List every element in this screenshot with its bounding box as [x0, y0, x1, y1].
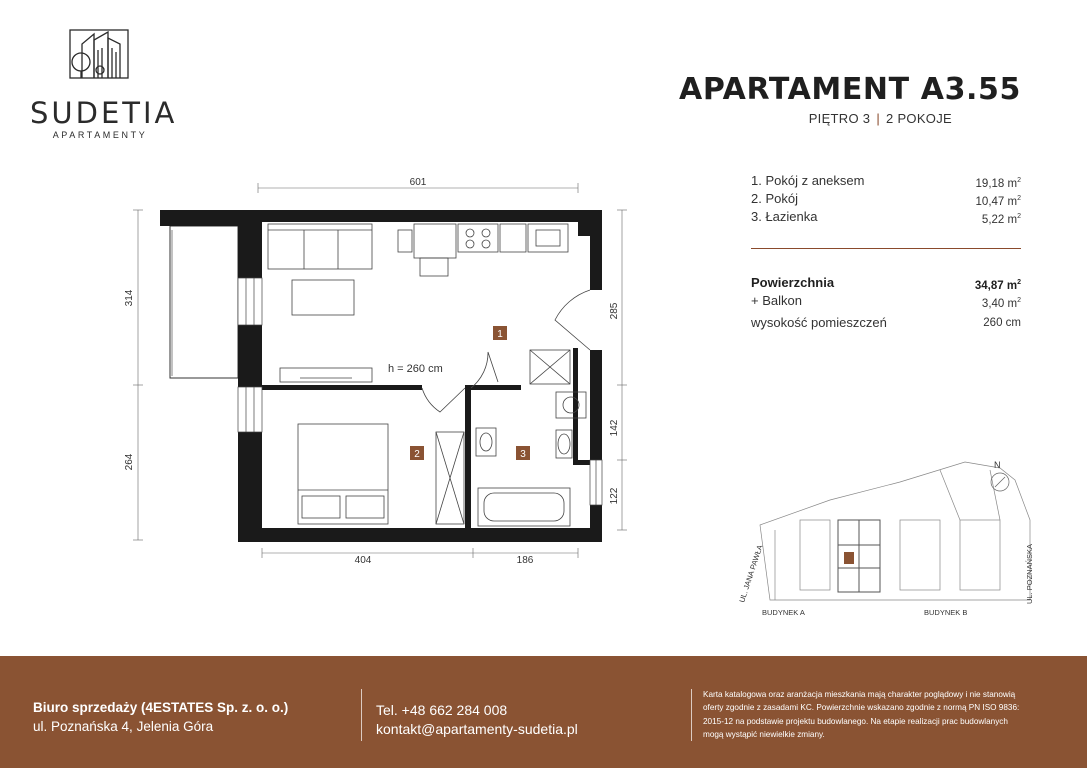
building-tree-logo-icon: [68, 28, 132, 80]
room-tag-3: 3: [520, 449, 526, 460]
height-note: h = 260 cm: [388, 363, 443, 375]
room-area: 10,47 $m^2$: [975, 195, 1021, 208]
room-row: [751, 208, 1021, 226]
room-row: [751, 172, 1021, 190]
room-area: 19,18 $m^2$: [975, 177, 1021, 190]
north-label: N: [994, 460, 1001, 470]
rooms-count-label: 2 POKOJE: [886, 111, 952, 126]
footer: [0, 656, 1087, 768]
office-address: ul. Poznańska 4, Jelenia Góra: [33, 719, 214, 734]
floor-plan: [120, 170, 640, 570]
dim-top: 601: [409, 177, 427, 188]
building-a-label: BUDYNEK A: [762, 608, 805, 617]
dim-right-lower: 122: [609, 487, 620, 505]
apartment-subtitle: [809, 111, 952, 126]
dim-bottom-left: 404: [354, 555, 372, 566]
room-tag-1: 1: [497, 329, 503, 340]
room-label: 3. Łazienka: [751, 209, 818, 224]
brand-name: SUDETIA: [30, 96, 178, 130]
room-tag-2: 2: [414, 449, 420, 460]
room-label: 1. Pokój z aneksem: [751, 173, 865, 188]
building-b-label: BUDYNEK B: [924, 608, 968, 617]
brand-subtitle: APARTAMENTY: [52, 130, 148, 140]
site-map: [725, 445, 1055, 625]
phone-link[interactable]: Tel. +48 662 284 008: [376, 702, 508, 718]
street-left-label: UL. JANA PAWŁA: [737, 543, 765, 604]
room-label: 2. Pokój: [751, 191, 798, 206]
floor-label: PIĘTRO 3: [808, 111, 871, 126]
separator: |: [876, 111, 881, 126]
table-divider: [751, 248, 1021, 249]
room-area: 5,22 $m^2$: [981, 213, 1021, 226]
dim-right-mid: 142: [609, 419, 620, 437]
summary-table: [751, 274, 1021, 332]
dim-right-upper: 285: [609, 302, 620, 320]
apartment-title: APARTAMENT A3.55: [679, 72, 1021, 107]
dim-left-upper: 314: [124, 289, 135, 307]
disclaimer: Karta katalogowa oraz aranżacja mieszkania mają charakter poglądowy i nie stanowią oferty zgodnie z zasadami KC. Powierzchnie wskazano zgodnie z normą PN ISO 9836: 2015-12 na podstawie projektu budowlanego. Na etapie realizacji prac budowlanych mogą wystąpić niewielkie zmiany.: [703, 690, 1020, 740]
street-right-label: UL. POZNAŃSKA: [1025, 543, 1034, 604]
balcony-row: + Balkon 3,40 $m^2$: [751, 293, 1021, 310]
room-row: [751, 190, 1021, 208]
rooms-table: [751, 172, 1021, 226]
height-row: wysokość pomieszczeń 260 cm: [751, 315, 1021, 330]
footer-divider: [691, 689, 692, 741]
footer-divider: [361, 689, 362, 741]
sales-office: [33, 698, 288, 736]
contact: [376, 701, 578, 739]
brand-logo: [30, 28, 178, 148]
dim-bottom-right: 186: [516, 555, 534, 566]
total-area-row: Powierzchnia 34,87 $m^2$: [751, 275, 1021, 292]
email-link[interactable]: kontakt@apartamenty-sudetia.pl: [376, 721, 578, 737]
dim-left-lower: 264: [124, 453, 135, 471]
office-title: Biuro sprzedaży (4ESTATES Sp. z. o. o.): [33, 700, 289, 715]
